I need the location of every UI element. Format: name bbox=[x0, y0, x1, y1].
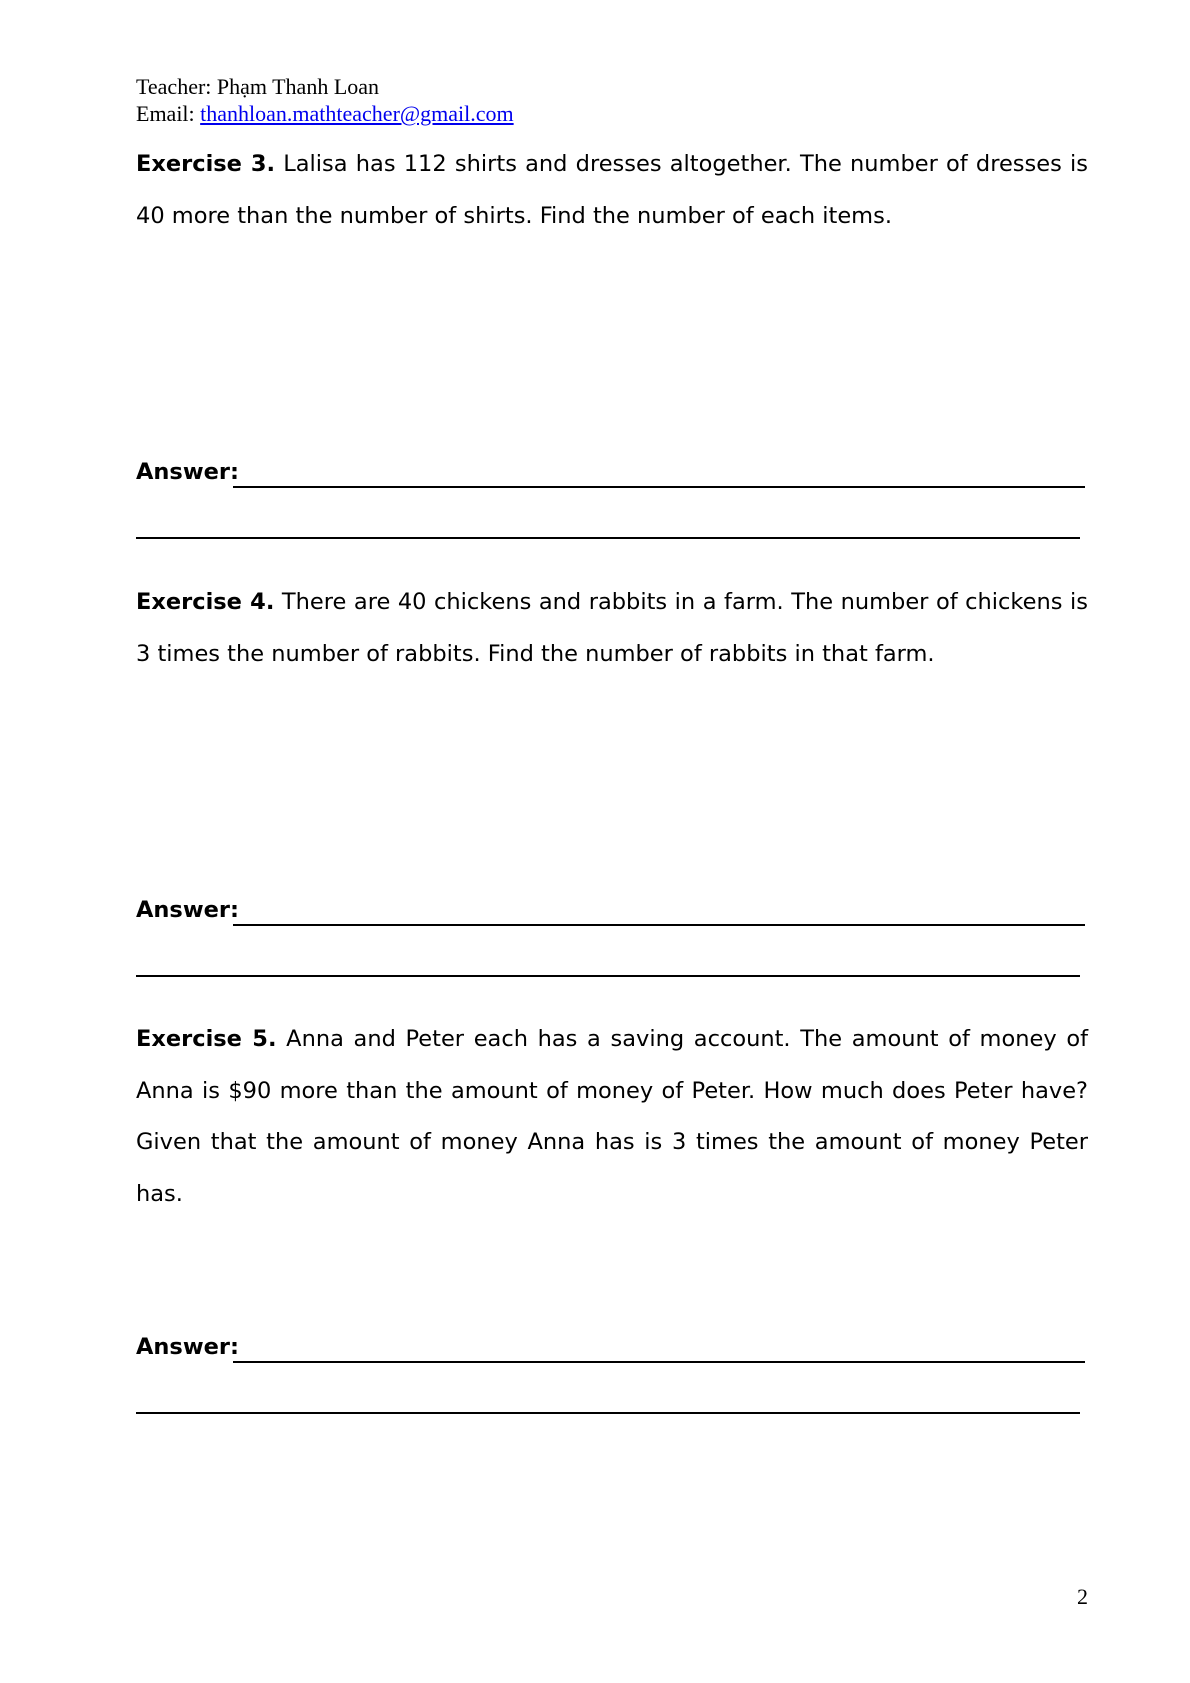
answer-field-4-line-2[interactable] bbox=[136, 975, 1080, 977]
exercise-label: Exercise 5. bbox=[136, 1026, 277, 1052]
answer-field-5-line-2[interactable] bbox=[136, 1412, 1080, 1414]
answer-field-3-line-1[interactable] bbox=[233, 486, 1085, 488]
exercise-text: Anna and Peter each has a saving account. The amount of money of Anna is $90 more than the amount of money of Peter. How much does Peter have? Given that the amount of money Anna has is 3 times the amount of money Peter has. bbox=[136, 1026, 1089, 1207]
exercise-label: Exercise 4. bbox=[136, 589, 275, 615]
answer-label-3: Answer: bbox=[136, 459, 239, 485]
page-header bbox=[136, 73, 514, 127]
exercise-text: Lalisa has 112 shirts and dresses altogether. The number of dresses is 40 more than the number of shirts. Find the number of each items. bbox=[136, 151, 1088, 229]
answer-field-4-line-1[interactable] bbox=[233, 924, 1085, 926]
exercise-3 bbox=[136, 139, 1088, 242]
teacher-name: Phạm Thanh Loan bbox=[216, 74, 380, 99]
page-number: 2 bbox=[1077, 1584, 1088, 1609]
email-line bbox=[136, 100, 514, 127]
exercise-label: Exercise 3. bbox=[136, 151, 276, 177]
answer-label-4: Answer: bbox=[136, 897, 239, 923]
exercise-text: There are 40 chickens and rabbits in a farm. The number of chickens is 3 times the number of rabbits. Find the number of rabbits in that farm. bbox=[136, 589, 1088, 667]
email-link[interactable]: thanhloan.mathteacher@gmail.com bbox=[200, 101, 514, 126]
answer-field-5-line-1[interactable] bbox=[233, 1361, 1085, 1363]
teacher-label: Teacher: bbox=[136, 74, 217, 99]
exercise-5 bbox=[136, 1014, 1088, 1220]
answer-label-5: Answer: bbox=[136, 1334, 239, 1360]
email-label: Email: bbox=[136, 101, 201, 126]
answer-field-3-line-2[interactable] bbox=[136, 537, 1080, 539]
teacher-line bbox=[136, 73, 514, 100]
exercise-4 bbox=[136, 577, 1088, 680]
